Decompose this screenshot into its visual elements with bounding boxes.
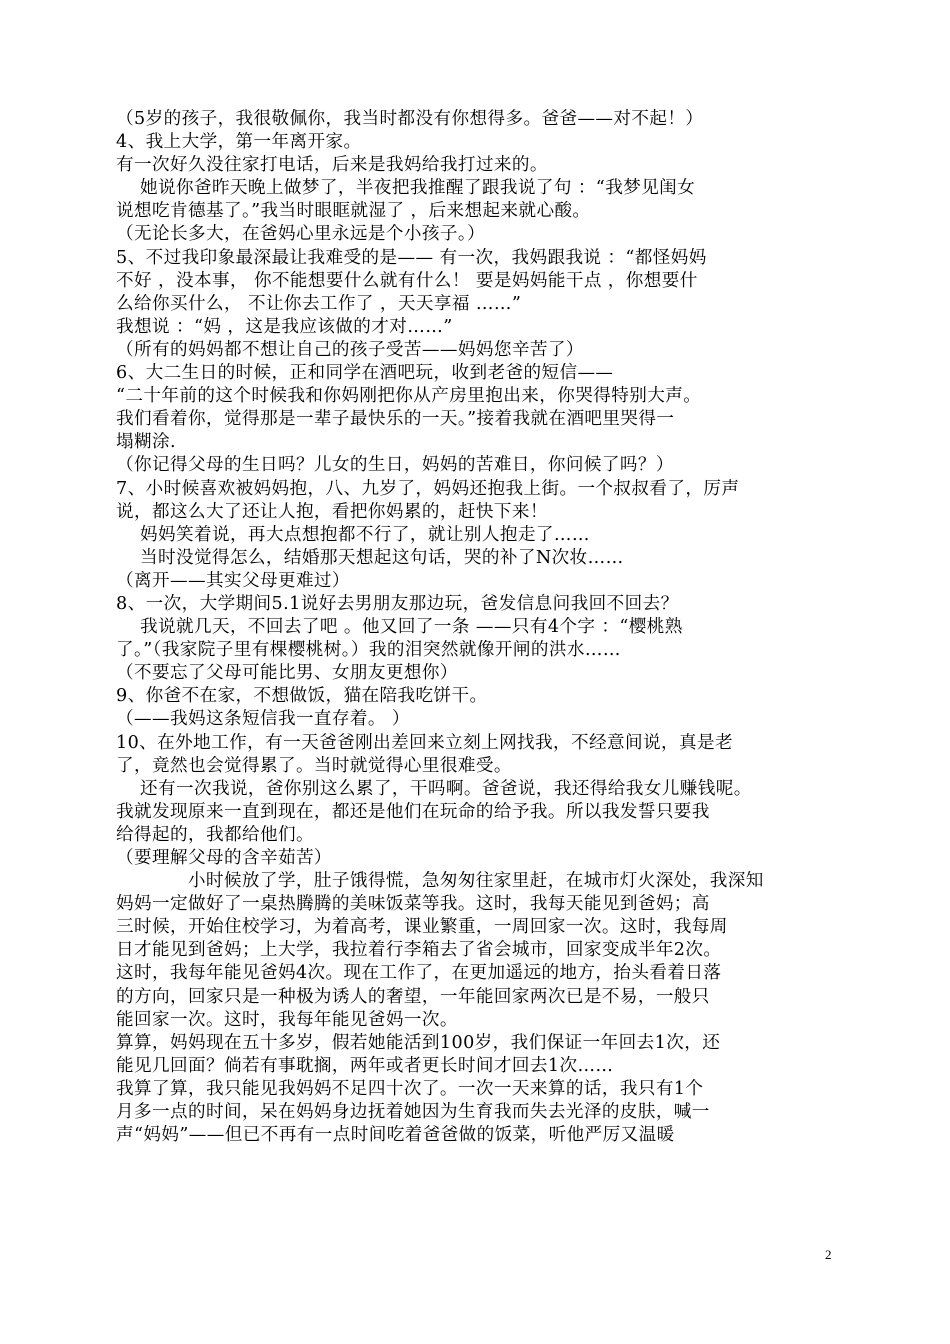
- text-line: 不好 ，没本事， 你不能想要什么就有什么！ 要是妈妈能干点 ，你想要什: [116, 270, 698, 291]
- text-line: （你记得父母的生日吗？儿女的生日，妈妈的苦难日，你问候了吗？）: [116, 455, 674, 476]
- text-line: 日才能见到爸妈；上大学，我拉着行李箱去了省会城市，回家变成半年2次。: [116, 940, 722, 961]
- text-line: （无论长多大，在爸妈心里永远是个小孩子。）: [116, 224, 486, 245]
- text-line: （5岁的孩子，我很敬佩你，我当时都没有你想得多。爸爸——对不起！）: [116, 109, 704, 129]
- page-number: 2: [825, 1247, 832, 1262]
- text-line: 我想说 ：“妈 ，这是我应该做的才对……”: [116, 316, 453, 337]
- text-line: 能回家一次。这时，我每年能见爸妈一次。: [116, 1009, 458, 1030]
- text-line: （要理解父母的含辛茹苦）: [116, 848, 332, 868]
- text-line: 说，都这么大了还让人抱，看把你妈累的，赶快下来！: [116, 501, 548, 522]
- text-line: 这时，我每年能见爸妈4次。现在工作了，在更加遥远的地方，抬头看着日落: [116, 963, 722, 984]
- text-line: 说想吃肯德基了。”我当时眼眶就湿了 ，后来想起来就心酸。: [116, 201, 591, 222]
- text-line: 我说就几天，不回去了吧 。他又回了一条 ——只有4个字 ：“樱桃熟: [116, 617, 683, 638]
- text-line: 10、在外地工作，有一天爸爸刚出差回来立刻上网找我，不经意间说，真是老: [116, 732, 733, 753]
- text-line: （——我妈这条短信我一直存着。 ）: [116, 709, 410, 730]
- text-line: 妈妈笑着说，再大点想抱都不行了，就让别人抱走了……: [116, 524, 590, 545]
- text-line: 妈妈一定做好了一桌热腾腾的美味饭菜等我。这时，我每天能见到爸妈；高: [116, 894, 710, 915]
- text-line: 声“妈妈”——但已不再有一点时间吃着爸爸做的饭菜，听他严厉又温暖: [116, 1125, 675, 1146]
- text-line: 我算了算，我只能见我妈妈不足四十次了。一次一天来算的话，我只有1个: [116, 1078, 704, 1099]
- text-line: 的方向，回家只是一种极为诱人的奢望，一年能回家两次已是不易，一般只: [116, 986, 710, 1007]
- text-line: （不要忘了父母可能比男、女朋友更想你）: [116, 663, 458, 684]
- text-line: 有一次好久没往家打电话，后来是我妈给我打过来的。: [116, 155, 548, 176]
- text-line: （离开——其实父母更难过）: [116, 570, 350, 591]
- text-line: 给得起的，我都给他们。: [116, 824, 314, 845]
- text-line: 5、不过我印象最深最让我难受的是—— 有一次，我妈跟我说 ：“都怪妈妈: [116, 247, 707, 268]
- text-line: 8、一次，大学期间5.1说好去男朋友那边玩，爸发信息问我回不回去？: [116, 593, 679, 614]
- text-line: 能见几回面？倘若有事耽搁，两年或者更长时间才回去1次……: [116, 1055, 614, 1076]
- text-line: 6、大二生日的时候，正和同学在酒吧玩，收到老爸的短信——: [116, 363, 614, 384]
- text-line: 么给你买什么， 不让你去工作了 ，天天享福 ……”: [116, 293, 522, 314]
- text-line: （所有的妈妈都不想让自己的孩子受苦——妈妈您辛苦了）: [116, 339, 584, 360]
- text-line: “二十年前的这个时候我和你妈刚把你从产房里抱出来，你哭得特别大声。: [116, 386, 702, 407]
- body-text: [116, 108, 846, 1147]
- text-line: 小时候放了学，肚子饿得慌，急匆匆往家里赶，在城市灯火深处，我深知: [116, 871, 764, 892]
- text-line: 了。”（我家院子里有棵樱桃树。）我的泪突然就像开闸的洪水……: [116, 640, 621, 661]
- text-line: 4、我上大学，第一年离开家。: [116, 132, 362, 153]
- text-line: 塌糊涂.: [116, 432, 176, 453]
- text-line: 我们看着你，觉得那是一辈子最快乐的一天。”接着我就在酒吧里哭得一: [116, 409, 675, 430]
- text-line: 我就发现原来一直到现在，都还是他们在玩命的给予我。所以我发誓只要我: [116, 801, 710, 822]
- text-line: 当时没觉得怎么，结婚那天想起这句话，哭的补了N次妆……: [116, 547, 624, 568]
- text-line: 9、你爸不在家，不想做饭，猫在陪我吃饼干。: [116, 686, 488, 707]
- text-line: 7、小时候喜欢被妈妈抱，八、九岁了，妈妈还抱我上街。一个叔叔看了，厉声: [116, 478, 740, 499]
- text-line: 还有一次我说，爸你别这么累了，干吗啊。爸爸说，我还得给我女儿赚钱呢。: [116, 778, 752, 799]
- text-line: 她说你爸昨天晚上做梦了，半夜把我推醒了跟我说了句 ：“我梦见闺女: [116, 178, 696, 199]
- text-line: 算算，妈妈现在五十多岁，假若她能活到100岁，我们保证一年回去1次，还: [116, 1032, 721, 1053]
- text-line: 三时候，开始住校学习，为着高考，课业繁重，一周回家一次。这时，我每周: [116, 917, 728, 938]
- text-line: 了，竟然也会觉得累了。当时就觉得心里很难受。: [116, 755, 512, 776]
- text-line: 月多一点的时间，呆在妈妈身边抚着她因为生育我而失去光泽的皮肤，喊一: [116, 1102, 710, 1123]
